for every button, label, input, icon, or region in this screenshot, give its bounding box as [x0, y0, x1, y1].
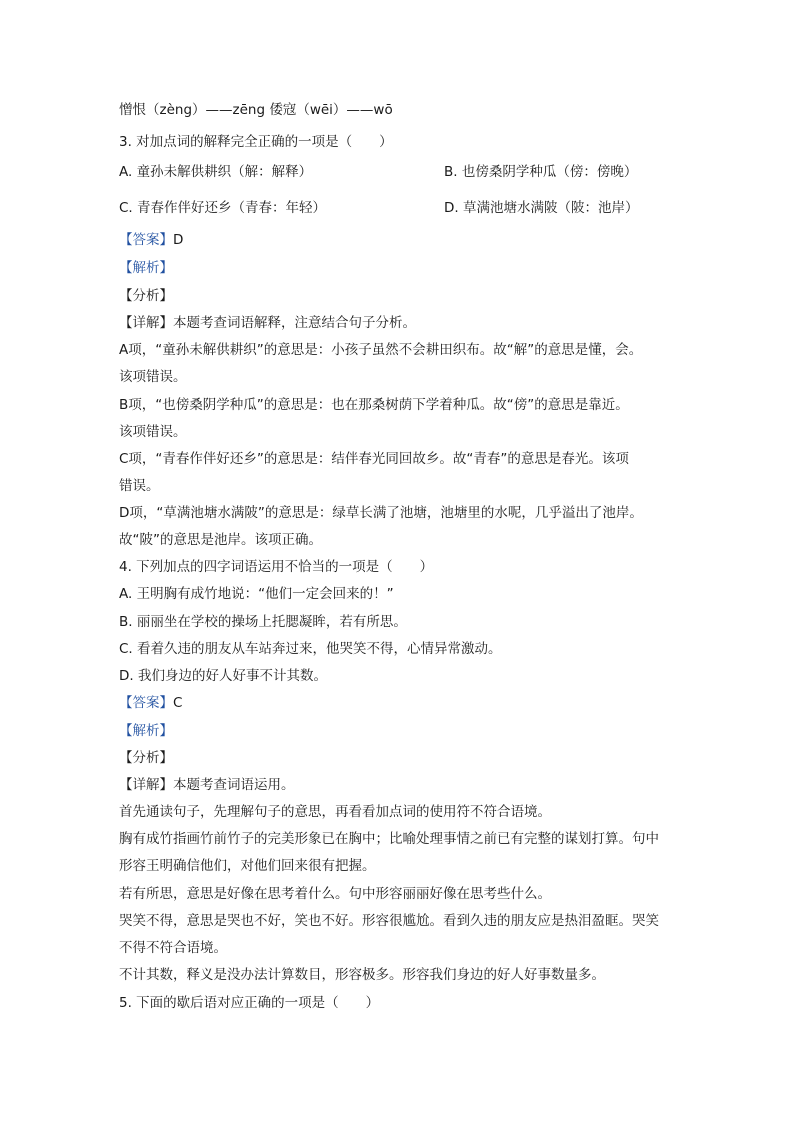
- detail-tag: 【详解】: [119, 315, 173, 331]
- q3-analysis-d1: D项，“草满池塘水满陂”的意思是：绿草长满了池塘，池塘里的水呢，几乎溢出了池岸。: [119, 505, 643, 521]
- detail-text: 本题考查词语运用。: [173, 777, 295, 793]
- q3-analysis-b1: B项，“也傍桑阴学种瓜”的意思是：也在那桑树荫下学着种瓜。故“傍”的意思是靠近。: [119, 397, 629, 413]
- answer-tag: 【答案】: [119, 232, 173, 248]
- q3-stem: 3. 对加点词的解释完全正确的一项是（ ）: [119, 134, 393, 150]
- pinyin-line: 憎恨（zèng）——zēng 倭寇（wēi）——wō: [119, 102, 393, 118]
- q4-option-d: D. 我们身边的好人好事不计其数。: [119, 668, 327, 684]
- q4-analysis-7: 不计其数，释义是没办法计算数目，形容极多。形容我们身边的好人好事数量多。: [119, 967, 605, 983]
- q3-analysis-b2: 该项错误。: [119, 424, 187, 440]
- detail-text: 本题考查词语解释，注意结合句子分析。: [173, 315, 416, 331]
- q4-analysis-4: 若有所思，意思是好像在思考着什么。句中形容丽丽好像在思考些什么。: [119, 886, 551, 902]
- q4-stem: 4. 下列加点的四字词语运用不恰当的一项是（ ）: [119, 559, 434, 575]
- q4-analysis-5: 哭笑不得，意思是哭也不好，笑也不好。形容很尴尬。看到久违的朋友应是热泪盈眶。哭笑: [119, 913, 659, 929]
- q3-option-b: B. 也傍桑阴学种瓜（傍：傍晚）: [444, 164, 638, 180]
- q3-detail: [119, 314, 416, 332]
- answer-value: C: [173, 695, 183, 711]
- q3-analysis-c1: C项，“青春作伴好还乡”的意思是：结伴春光同回故乡。故“青春”的意思是春光。该项: [119, 451, 629, 467]
- q4-analysis-1: 首先通读句子，先理解句子的意思，再看看加点词的使用符不符合语境。: [119, 804, 551, 820]
- q3-option-d: D. 草满池塘水满陂（陂：池岸）: [444, 200, 639, 216]
- detail-tag: 【详解】: [119, 777, 173, 793]
- q3-analysis-d2: 故“陂”的意思是池岸。该项正确。: [119, 532, 322, 548]
- answer-value: D: [173, 232, 184, 248]
- q4-detail: [119, 776, 295, 794]
- answer-tag: 【答案】: [119, 695, 173, 711]
- q4-analysis-6: 不得不符合语境。: [119, 940, 227, 956]
- q3-answer: [119, 231, 183, 249]
- q4-option-c: C. 看着久违的朋友从车站奔过来，他哭笑不得，心情异常激动。: [119, 641, 502, 657]
- q3-jiexi-tag: 【解析】: [119, 260, 173, 276]
- q3-fenxi-tag: 【分析】: [119, 288, 173, 304]
- q3-analysis-c2: 错误。: [119, 478, 160, 494]
- q4-option-b: B. 丽丽坐在学校的操场上托腮凝眸，若有所思。: [119, 614, 407, 630]
- q3-analysis-a1: A项，“童孙未解供耕织”的意思是：小孩子虽然不会耕田织布。故“解”的意思是懂，会。: [119, 342, 643, 358]
- q4-jiexi-tag: 【解析】: [119, 723, 173, 739]
- q4-analysis-3: 形容王明确信他们，对他们回来很有把握。: [119, 858, 376, 874]
- q4-fenxi-tag: 【分析】: [119, 750, 173, 766]
- q3-option-a: A. 童孙未解供耕织（解：解释）: [119, 164, 313, 180]
- q3-option-c: C. 青春作伴好还乡（青春：年轻）: [119, 200, 327, 216]
- q4-analysis-2: 胸有成竹指画竹前竹子的完美形象已在胸中；比喻处理事情之前已有完整的谋划打算。句中: [119, 831, 659, 847]
- q4-answer: [119, 694, 182, 712]
- q5-stem: 5. 下面的歇后语对应正确的一项是（ ）: [119, 995, 380, 1011]
- q3-analysis-a2: 该项错误。: [119, 369, 187, 385]
- q4-option-a: A. 王明胸有成竹地说：“他们一定会回来的！”: [119, 586, 394, 602]
